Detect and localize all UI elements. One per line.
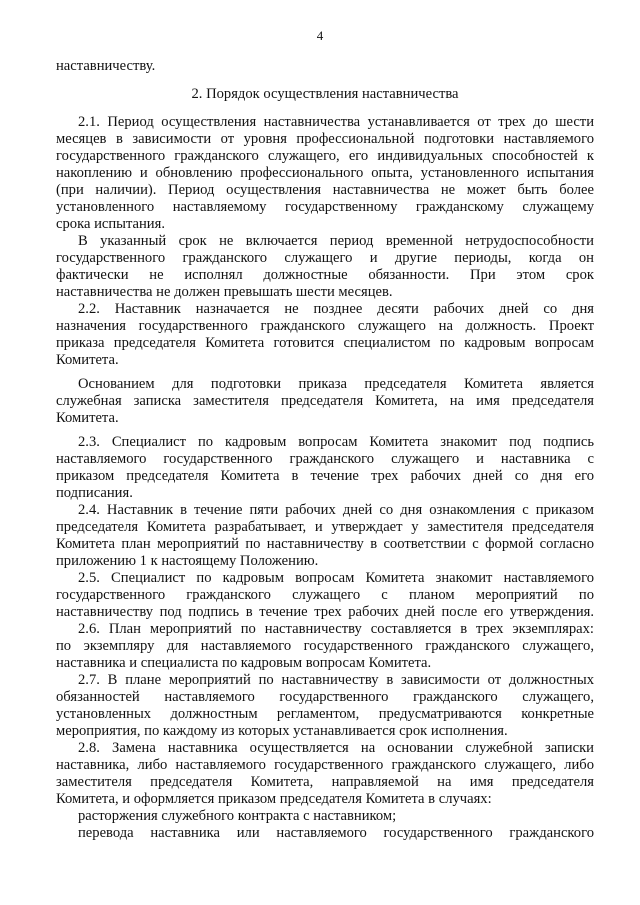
- text-line: наставничеству под подпись в течение трех рабочих дней после его утверждения.: [56, 604, 594, 620]
- text-line: подписания.: [56, 485, 133, 501]
- text-line: приказом председателя Комитета в течение трех рабочих дней со дня его: [56, 468, 594, 484]
- paragraph-first-line: 2.1. Период осуществления наставничества устанавливается от трех до шести: [78, 114, 594, 130]
- text-line: наставничеству.: [56, 58, 156, 74]
- text-line: наставника и специалиста по кадровым вопросам Комитета.: [56, 655, 432, 671]
- document-body: [56, 58, 594, 842]
- text-line: наставляемого государственного гражданского служащего и наставника с: [56, 451, 594, 467]
- section-heading: 2. Порядок осуществления наставничества: [191, 86, 459, 102]
- page-number: 4: [316, 28, 324, 43]
- paragraph-first-line: перевода наставника или наставляемого государственного гражданского: [78, 825, 594, 841]
- spacer: [56, 103, 594, 114]
- text-line: заместителя председателя Комитета, направляемой на имя председателя: [56, 774, 594, 790]
- text-line: фактически не исполнял должностные обязанности. При этом срок: [56, 267, 594, 283]
- text-line: Комитета.: [56, 352, 119, 368]
- paragraph-first-line: расторжения служебного контракта с наставником;: [78, 808, 397, 824]
- text-line: наставника, либо наставляемого государственного гражданского служащего, либо: [56, 757, 594, 773]
- text-line: установленных должностным регламентом, предусматриваются конкретные: [56, 706, 594, 722]
- text-line: Комитета.: [56, 410, 119, 426]
- text-line: приказа председателя Комитета готовится специалистом по кадровым вопросам: [56, 335, 594, 351]
- text-line: мероприятия, по каждому из которых устанавливается срок исполнения.: [56, 723, 508, 739]
- text-line: накоплению и обновлению профессионального опыта, установленного испытания: [56, 165, 594, 181]
- paragraph-first-line: 2.4. Наставник в течение пяти рабочих дней со дня ознакомления с приказом: [78, 502, 594, 518]
- text-line: месяцев в зависимости от уровня профессиональной подготовки наставляемого: [56, 131, 594, 147]
- text-line: председателя Комитета разрабатывает, и утверждает у заместителя председателя: [56, 519, 594, 535]
- paragraph-first-line: 2.7. В плане мероприятий по наставничеству в зависимости от должностных: [78, 672, 594, 688]
- text-line: государственного гражданского служащего, его индивидуальных способностей к: [56, 148, 594, 164]
- text-line: назначения государственного гражданского служащего на должность. Проект: [56, 318, 594, 334]
- text-line: по экземпляру для наставляемого государственного гражданского служащего,: [56, 638, 594, 654]
- paragraph-first-line: 2.6. План мероприятий по наставничеству составляется в трех экземплярах:: [78, 621, 594, 637]
- text-line: приложению 1 к настоящему Положению.: [56, 553, 319, 569]
- text-line: (при наличии). Период осуществления наставничества не может быть более: [56, 182, 594, 198]
- paragraph-first-line: В указанный срок не включается период временной нетрудоспособности: [78, 233, 594, 249]
- text-line: обязанностей наставляемого государственного гражданского служащего,: [56, 689, 594, 705]
- text-line: государственного гражданского служащего и другие периоды, когда он: [56, 250, 594, 266]
- spacer: [56, 427, 594, 434]
- paragraph-first-line: 2.5. Специалист по кадровым вопросам Комитета знакомит наставляемого: [78, 570, 594, 586]
- text-line: государственного гражданского служащего с планом мероприятий по: [56, 587, 594, 603]
- text-line: срока испытания.: [56, 216, 165, 232]
- text-line: наставничества не должен превышать шести месяцев.: [56, 284, 393, 300]
- spacer: [56, 369, 594, 376]
- paragraph-first-line: 2.8. Замена наставника осуществляется на основании служебной записки: [78, 740, 594, 756]
- text-line: служебная записка заместителя председателя Комитета, на имя председателя: [56, 393, 594, 409]
- text-line: Комитета, и оформляется приказом председателя Комитета в случаях:: [56, 791, 492, 807]
- paragraph-first-line: 2.3. Специалист по кадровым вопросам Комитета знакомит под подпись: [78, 434, 594, 450]
- paragraph-first-line: 2.2. Наставник назначается не позднее десяти рабочих дней со дня: [78, 301, 594, 317]
- text-line: Комитета план мероприятий по наставничеству в соответствии с формой согласно: [56, 536, 594, 552]
- paragraph-first-line: Основанием для подготовки приказа председателя Комитета является: [78, 376, 594, 392]
- text-line: установленного наставляемому государственному гражданскому служащему: [56, 199, 594, 215]
- spacer: [56, 75, 594, 86]
